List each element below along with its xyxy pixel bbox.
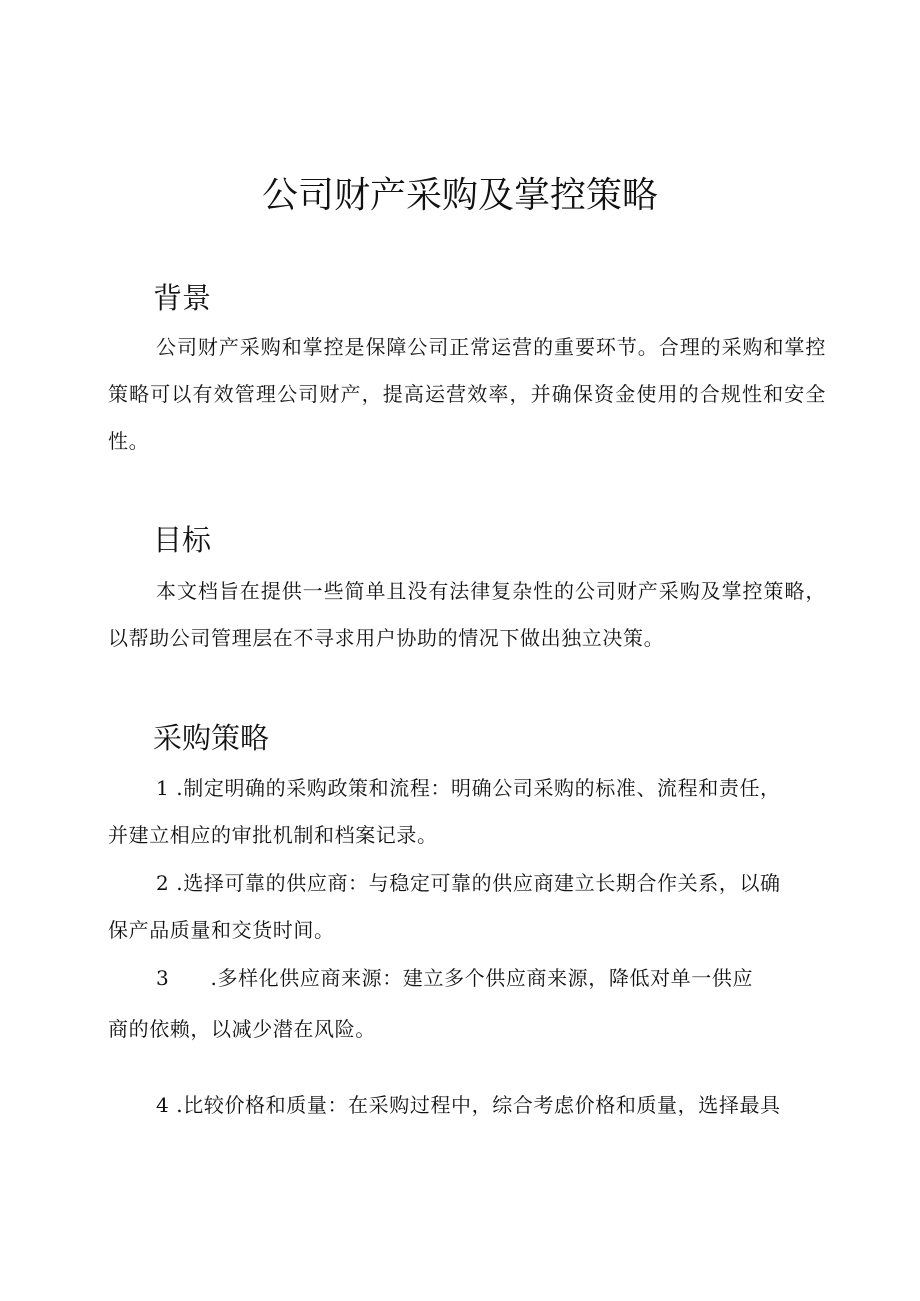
list-item [108, 1082, 826, 1129]
document-title: 公司财产采购及掌控策略 [261, 175, 658, 216]
section-heading-goal: 目标 [153, 523, 212, 557]
list-item [108, 955, 826, 1053]
list-item-line: 商的依赖，以减少潜在风险。 [108, 1017, 376, 1041]
list-item [108, 860, 826, 954]
section-heading-procurement: 采购策略 [153, 721, 270, 755]
list-item-line: 4 .比较价格和质量：在采购过程中，综合考虑价格和质量，选择最具 [156, 1093, 781, 1117]
section-paragraph-goal: 本文档旨在提供一些简单且没有法律复杂性的公司财产采购及掌控策略，以帮助公司管理层在不寻求用户协助的情况下做出独立决策。 [108, 579, 826, 650]
list-item-line: 1 .制定明确的采购政策和流程：明确公司采购的标准、流程和责任， [156, 776, 781, 800]
section-paragraph-background: 公司财产采购和掌控是保障公司正常运营的重要环节。合理的采购和掌控策略可以有效管理公司财产，提高运营效率，并确保资金使用的合规性和安全性。 [108, 335, 826, 453]
list-item-line: 保产品质量和交货时间。 [108, 918, 335, 942]
list-item [108, 765, 826, 859]
list-item-line: 并建立相应的审批机制和档案记录。 [108, 823, 438, 847]
section-heading-background: 背景 [153, 281, 212, 315]
list-item-line: 3 .多样化供应商来源：建立多个供应商来源，降低对单一供应 [156, 966, 754, 990]
list-item-line: 2 .选择可靠的供应商：与稳定可靠的供应商建立长期合作关系，以确 [156, 871, 781, 895]
